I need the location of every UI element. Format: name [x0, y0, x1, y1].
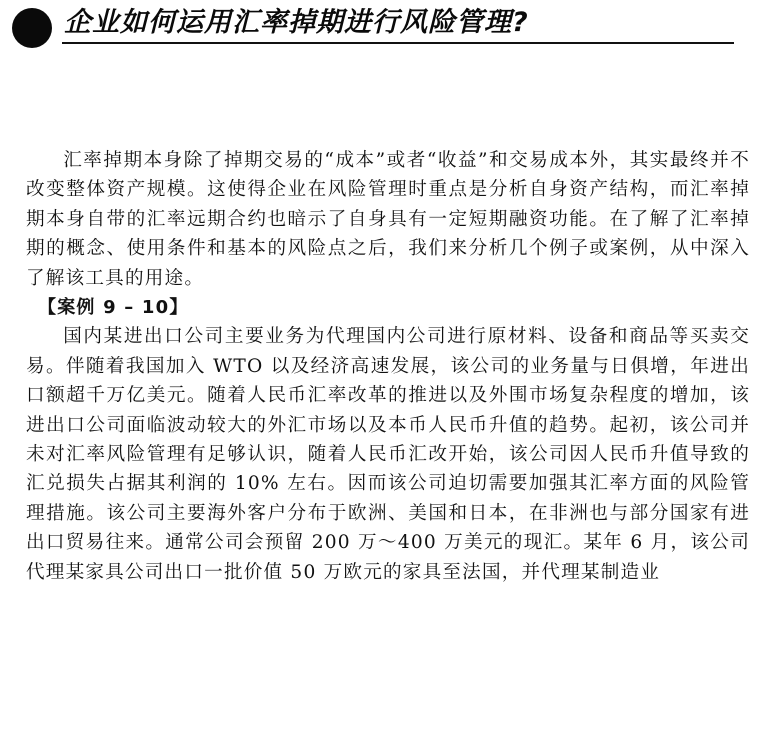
section-header	[0, 0, 758, 50]
section-title: 企业如何运用汇率掉期进行风险管理?	[64, 7, 529, 38]
case-heading: 【案例 9 – 10】	[38, 297, 189, 319]
title-underline	[62, 42, 734, 44]
black-circle-bullet-icon	[12, 8, 52, 48]
body-text	[26, 146, 750, 587]
intro-paragraph: 汇率掉期本身除了掉期交易的“成本”或者“收益”和交易成本外，其实最终并不改变整体资产规模。这使得企业在风险管理时重点是分析自身资产结构，而汇率掉期本身自带的汇率远期合约也暗示了自身具有一定短期融资功能。在了解了汇率掉期的概念、使用条件和基本的风险点之后，我们来分析几个例子或案例，从中深入了解该工具的用途。	[26, 150, 750, 289]
case-paragraph: 国内某进出口公司主要业务为代理国内公司进行原材料、设备和商品等买卖交易。伴随着我国加入 WTO 以及经济高速发展，该公司的业务量与日俱增，年进出口额超千万亿美元。随着人民币汇率改革的推进以及外围市场复杂程度的增加，该进出口公司面临波动较大的外汇市场以及本币人民币升值的趋势。起初，该公司并未对汇率风险管理有足够认识，随着人民币汇改开始，该公司因人民币升值导致的汇兑损失占据其利润的 10% 左右。因而该公司迫切需要加强其汇率方面的风险管理措施。该公司主要海外客户分布于欧洲、美国和日本，在非洲也与部分国家有进出口贸易往来。通常公司会预留 200 万～400 万美元的现汇。某年 6 月，该公司代理某家具公司出口一批价值 50 万欧元的家具至法国，并代理某制造业	[26, 326, 750, 583]
